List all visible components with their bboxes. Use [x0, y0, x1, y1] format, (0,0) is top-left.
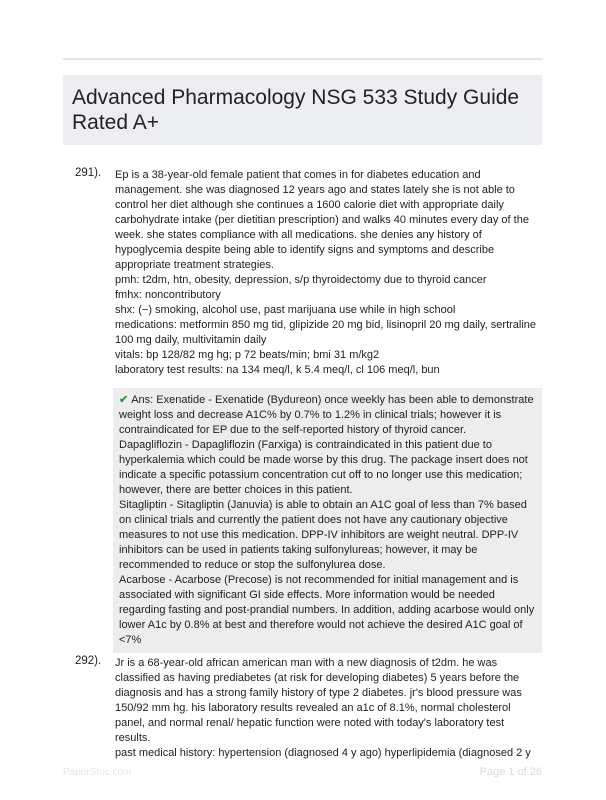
footer-watermark: PaperStoc.com [63, 767, 132, 778]
stem-paragraph: Jr is a 68-year-old african american man with a new diagnosis of t2dm. he was classified as having prediabetes (at risk for developing diabetes) 5 years before the diagnosis and has a strong family history of type 2 diabetes. jr's blood pressure was 150/92 mm hg. his laboratory results revealed an a1c of 8.1%, normal cholesterol panel, and normal renal/ hepatic function were noted with today's laboratory test results. [115, 657, 522, 744]
answer-paragraph [119, 393, 536, 438]
answer-box [113, 388, 542, 653]
question-stem [115, 656, 540, 761]
top-divider [63, 58, 543, 60]
answer-paragraph: Sitagliptin - Sitagliptin (Januvia) is able to obtain an A1C goal of less than 7% based on clinical trials and currently the patient does not have any cautionary objective measures to not use this medication. DPP-IV inhibitors are weight neutral. DPP-IV inhibitors can be used in patients taking sulfonylureas; however, it may be recommended to reduce or stop the sulfonylurea dose. [119, 499, 527, 571]
title-banner [63, 75, 542, 145]
stem-line: fmhx: noncontributory [115, 289, 221, 301]
stem-line: laboratory test results: na 134 meq/l, k 5.4 meq/l, cl 106 meq/l, bun [115, 364, 440, 376]
answer-text: Ans: Exenatide - Exenatide (Bydureon) once weekly has been able to demonstrate weight loss and decrease A1C% by 0.7% to 1.2% in clinical trials; however it is contraindicated for EP due to the self-reported history of thyroid cancer. [119, 394, 534, 436]
answer-paragraph: Acarbose - Acarbose (Precose) is not recommended for initial management and is associated with significant GI side effects. More information would be needed regarding fasting and post-prandial numbers. In addition, adding acarbose would only lower A1c by 0.8% at best and therefore would not achieve the desired A1C goal of <7% [119, 574, 535, 646]
stem-line: shx: (−) smoking, alcohol use, past marijuana use while in high school [115, 304, 456, 316]
stem-paragraph: Ep is a 38-year-old female patient that comes in for diabetes education and management. she was diagnosed 12 years ago and states lately she is not able to control her diet although she continues a 1600 calorie diet with appropriate daily carbohydrate intake (per dietitian prescription) and walks 40 minutes every day of the week. she states compliance with all medications. she denies any history of hypoglycemia despite being able to identify signs and symptoms and describe appropriate treatment strategies. [115, 169, 529, 271]
page-indicator: Page 1 of 26 [479, 766, 542, 778]
stem-line: past medical history: hypertension (diagnosed 4 y ago) hyperlipidemia (diagnosed 2 y [115, 747, 531, 759]
check-icon: ✔ [119, 394, 129, 406]
stem-line: vitals: bp 128/82 mg hg; p 72 beats/min; bmi 31 m/kg2 [115, 349, 380, 361]
answer-paragraph: Dapagliflozin - Dapagliflozin (Farxiga) is contraindicated in this patient due to hyperkalemia which could be made worse by this drug. The package insert does not indicate a specific potassium concentration cut off to no longer use this medication; however, there are better choices in this patient. [119, 439, 528, 496]
stem-line: medications: metformin 850 mg tid, glipizide 20 mg bid, lisinopril 20 mg daily, sertraline 100 mg daily, multivitamin daily [115, 319, 537, 346]
question-stem [115, 168, 540, 378]
question-number: 292). [75, 655, 102, 667]
page-title: Advanced Pharmacology NSG 533 Study Guide Rated A+ [72, 86, 520, 134]
stem-line: pmh: t2dm, htn, obesity, depression, s/p thyroidectomy due to thyroid cancer [115, 274, 487, 286]
question-number: 291). [75, 167, 102, 179]
